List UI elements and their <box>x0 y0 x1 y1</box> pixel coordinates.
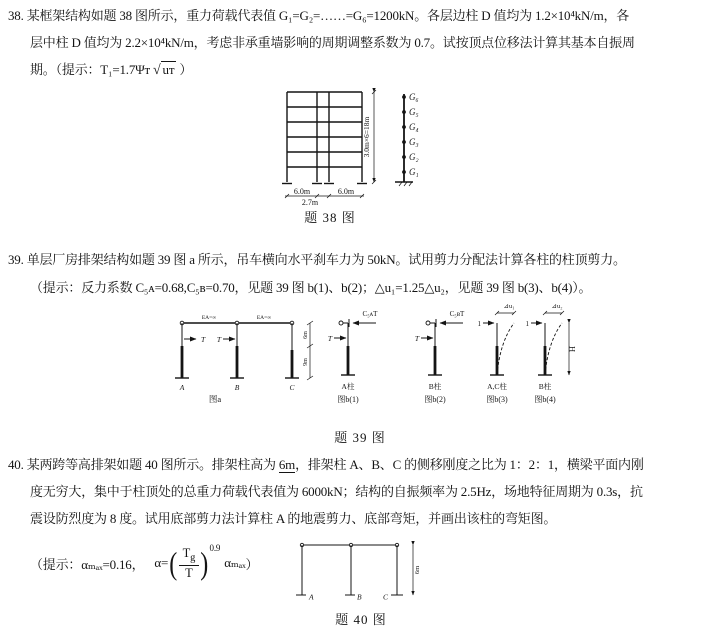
hint-40-num-base: T <box>182 546 191 561</box>
fig-b4-col-label: B柱 <box>538 382 552 391</box>
figure-38-drawing <box>272 86 457 208</box>
sqrt-symbol: √ <box>153 63 161 78</box>
sqrt-radicand: uᴛ <box>162 62 175 77</box>
problem-40 <box>8 451 710 532</box>
fig-b4-unit-force-label: 1 <box>525 320 529 328</box>
beam-rigidity-label-right: EA=∞ <box>256 315 272 321</box>
problem-38-line-2: 层中柱 D 值均为 2.2×10⁴kN/m，考虑非承重墙影响的周期调整系数为 0.7。试按顶点位移法计算其基本自振周 <box>30 35 635 50</box>
fig-b4-height-label: H <box>567 345 577 353</box>
fig-b4-displacement-label: ⊿u₂ <box>551 303 563 310</box>
p40-line1-post: ，排架柱 A、B、C 的侧移刚度之比为 1：2：1，横梁平面内刚 <box>295 457 644 472</box>
problem-39 <box>8 246 710 302</box>
mass-label-g4: G₄ <box>409 122 419 132</box>
problem-39-line-1: 39. 单层厂房排架结构如题 39 图 a 所示，吊车横向水平刹车力为 50kN。试用剪力分配法计算各柱的柱顶剪力。 <box>8 252 626 267</box>
mass-label-g1: G₁ <box>409 167 419 177</box>
figure-38-caption: 题 38 图 <box>304 210 356 225</box>
fig-40-col-b-label: B <box>357 592 362 602</box>
beam-rigidity-label-left: EA=∞ <box>201 315 217 321</box>
hint-40-numerator <box>179 546 199 565</box>
fig-b1-side-force-label: T <box>327 334 332 343</box>
problem-39-line-2: （提示：反力系数 C₅ᴀ=0.68,C₅ʙ=0.70，见题 39 图 b(1)、b(2)；△u₁=1.25△u₂，见题 39 图 b(3)、b(4)）。 <box>30 280 592 295</box>
problem-40-line-2: 度无穷大，集中于柱顶处的总重力荷载代表值为 6000kN；结构的自振频率为 2.5Hz，场地特征周期为 0.3s，抗 <box>30 484 643 499</box>
fig-a-bent-frame <box>175 315 313 404</box>
hint-40-alpha-eq: α= <box>154 555 169 570</box>
fig-b3-displacement-label: ⊿u₁ <box>503 303 515 310</box>
fig-40-col-c-label: C <box>383 592 389 602</box>
fig-b3-col-label: A,C柱 <box>487 382 507 391</box>
hint-38-prefix: 期。（提示：T₁=1.7Ψᴛ <box>30 62 151 77</box>
dim-bay-right-label: 6.0m <box>337 187 355 196</box>
hint-40-close: ） <box>245 556 259 572</box>
frame-38-width-dimensions <box>285 187 364 207</box>
problem-40-line-3: 震设防烈度为 8 度。试用底部剪力法计算柱 A 的地震剪力、底部弯矩，并画出该柱的弯矩图。 <box>30 511 557 526</box>
bent-frame-40 <box>296 543 421 601</box>
hint-38-suffix: ） <box>179 62 193 77</box>
hint-40-alpha-max: αₘₐₓ=0.16， <box>81 556 145 572</box>
fig-b3-unit-force-label: 1 <box>477 320 481 328</box>
p40-height-value: 6m <box>278 457 296 472</box>
figure-39-caption: 题 39 图 <box>334 430 386 445</box>
fig-b3-label: 图b(3) <box>486 395 508 404</box>
hint-40-paren-close: ) <box>200 545 209 581</box>
fig-40-height-dim-label: 6m <box>414 565 421 575</box>
fig-a-col-c-label: C <box>289 383 295 392</box>
fig-40-col-a-label: A <box>309 592 314 602</box>
fig-a-dim-lower: 9m <box>303 358 309 366</box>
fig-a-col-a-label: A <box>179 383 185 392</box>
force-t-label-col-a: T <box>201 335 206 344</box>
figure-39-drawing <box>158 300 576 424</box>
dim-bay-mid-label: 2.7m <box>301 198 319 207</box>
mass-label-g6: G₆ <box>409 92 419 102</box>
fig-b2-top-force-label: C₅ʙT <box>449 310 465 318</box>
figure-40-caption: 题 40 图 <box>335 612 387 627</box>
p40-line1-pre: 40. 某两跨等高排架如题 40 图所示。排架柱高为 <box>8 457 279 472</box>
lumped-mass-stick-model <box>395 92 419 186</box>
fig-b2-side-force-label: T <box>414 334 419 343</box>
frame-38-height-dimension <box>362 90 376 184</box>
dim-bay-left-label: 6.0m <box>293 187 311 196</box>
figure-40-drawing <box>293 536 433 604</box>
fig-b4-label: 图b(4) <box>534 395 556 404</box>
mass-label-g3: G₃ <box>409 137 419 147</box>
problem-38 <box>8 2 710 84</box>
hint-40-num-sub: g <box>190 552 196 564</box>
problem-38-line-3 <box>8 56 710 84</box>
fig-b1-top-force-label: C₅ᴀT <box>362 310 378 318</box>
hint-40-alpha-max-2: αₘₐₓ <box>224 555 246 570</box>
fig-a-dim-upper: 6m <box>303 331 309 339</box>
fig-b1-col-label: A柱 <box>341 382 355 391</box>
dim-height-label: 3.0m×6=18m <box>362 116 371 158</box>
hint-40-denominator: T <box>185 565 193 580</box>
hint-40-exponent: 0.9 <box>209 543 221 553</box>
fig-b2-label: 图b(2) <box>424 395 446 404</box>
mass-label-g2: G₂ <box>409 152 419 162</box>
fig-b2-column-b <box>415 310 465 404</box>
fig-b1-label: 图b(1) <box>337 395 359 404</box>
problem-38-line-1: 38. 某框架结构如题 38 图所示，重力荷载代表值 G₁=G₂=……=G₆=1200kN。各层边柱 D 值均为 1.2×10⁴kN/m，各 <box>8 8 630 23</box>
fig-b2-col-label: B柱 <box>428 382 442 391</box>
problem-40-hint <box>30 541 258 585</box>
frame-38 <box>282 92 367 184</box>
force-t-label-col-b: T <box>216 335 221 344</box>
fig-b4-column-b <box>526 303 578 404</box>
hint-40-fraction <box>179 546 199 580</box>
problem-40-line-1 <box>8 451 710 478</box>
mass-label-g5: G₅ <box>409 107 419 117</box>
fig-b3-columns-ac <box>478 303 517 404</box>
fig-b1-column-a <box>328 310 378 404</box>
hint-40-open: （提示： <box>30 556 82 572</box>
fig-a-label: 图a <box>208 394 222 404</box>
fig-a-col-b-label: B <box>234 383 240 392</box>
hint-40-paren-open: ( <box>169 545 178 581</box>
